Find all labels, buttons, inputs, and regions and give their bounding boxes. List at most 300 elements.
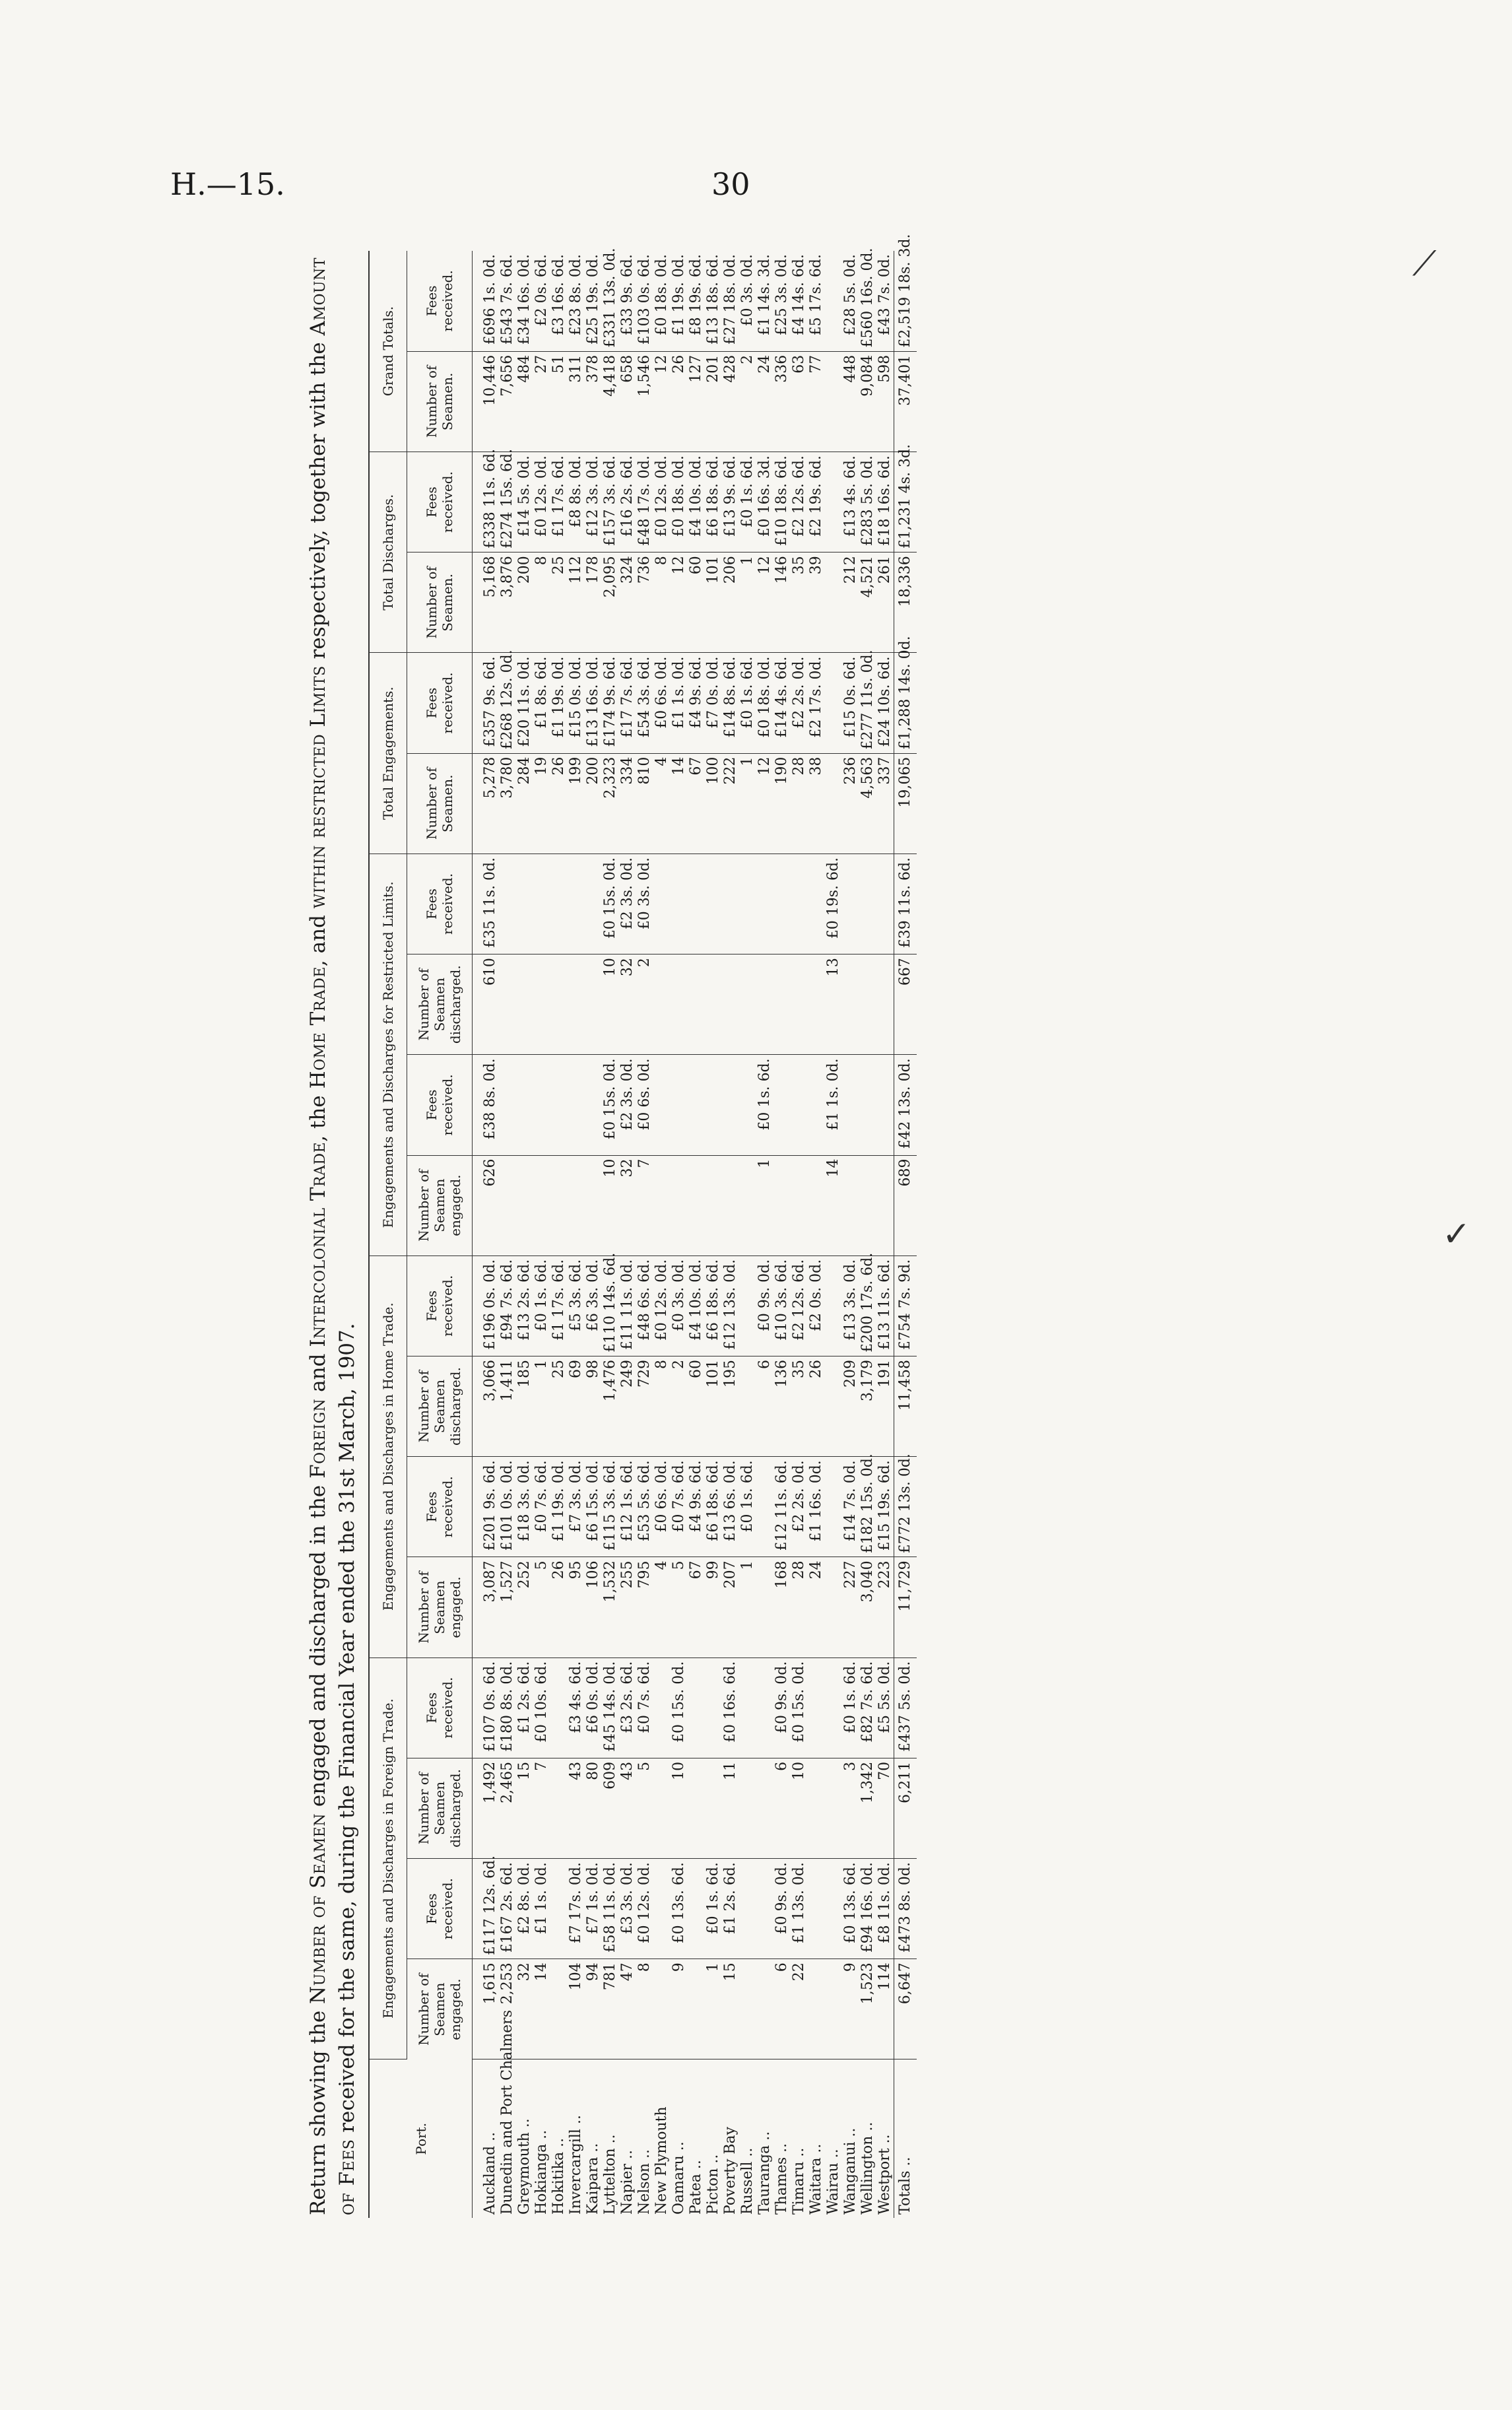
table-cell (739, 1356, 756, 1456)
table-cell: £1 17s. 6d. (550, 1255, 568, 1356)
table-cell (739, 1859, 756, 1959)
table-cell: £1 2s. 6d. (722, 1859, 739, 1959)
table-cell: £13 3s. 0d. (842, 1255, 859, 1356)
table-row (722, 251, 739, 2218)
table-cell: 191 (876, 1356, 894, 1456)
restricted-discharge-fees-header: Fees received. (407, 854, 473, 954)
table-cell: £14 8s. 6d. (722, 653, 739, 753)
table-cell (568, 854, 585, 954)
table-cell: 185 (516, 1356, 533, 1456)
table-cell: 5 (533, 1557, 550, 1657)
table-cell: 4 (653, 1557, 671, 1657)
table-cell: 729 (636, 1356, 653, 1456)
table-row (773, 251, 791, 2218)
table-cell: 6 (773, 1959, 791, 2059)
table-cell: 689 (894, 1155, 917, 1255)
table-cell (739, 1758, 756, 1858)
table-cell: 1 (739, 552, 756, 653)
port-name: Greymouth .. (516, 2118, 533, 2215)
table-cell: £0 9s. 0d. (773, 1657, 791, 1758)
table-cell (653, 1055, 671, 1155)
table-row (473, 251, 500, 2218)
table-cell: £2 12s. 6d. (791, 1255, 808, 1356)
table-cell (773, 854, 791, 954)
port-name: Hokitika .. (550, 2137, 567, 2215)
table-cell: £13 9s. 6d. (722, 452, 739, 552)
table-cell: £277 11s. 0d. (859, 653, 876, 753)
table-cell: 9 (842, 1959, 859, 2059)
table-cell (756, 954, 773, 1055)
table-cell: 195 (722, 1356, 739, 1456)
total-engagements-fees-header: Fees received. (407, 653, 473, 753)
table-cell: 609 (602, 1758, 619, 1858)
table-cell: 77 (808, 351, 825, 452)
table-row (636, 251, 653, 2218)
table-cell: £39 11s. 6d. (894, 854, 917, 954)
table-cell: 378 (585, 351, 602, 452)
home-trade-header: Engagements and Discharges in Home Trade. (369, 1255, 407, 1657)
table-cell (756, 1557, 773, 1657)
table-cell: £13 11s. 6d. (876, 1255, 894, 1356)
table-cell: 190 (773, 753, 791, 854)
table-cell: £6 3s. 0d. (585, 1255, 602, 1356)
table-row (688, 251, 705, 2218)
table-cell: £331 13s. 0d. (602, 251, 619, 351)
table-cell (671, 1055, 688, 1155)
table-cell: £4 9s. 6d. (688, 1457, 705, 1557)
table-cell: 6 (773, 1758, 791, 1858)
table-cell: £268 12s. 0d. (499, 653, 516, 753)
table-cell: £101 0s. 0d. (499, 1457, 516, 1557)
table-cell (705, 854, 722, 954)
table-cell: 60 (688, 1356, 705, 1456)
table-cell: £4 9s. 6d. (688, 653, 705, 753)
table-cell: 8 (636, 1959, 653, 2059)
table-cell: 14 (533, 1959, 550, 2059)
grand-totals-header: Grand Totals. (369, 251, 407, 452)
table-cell: 6 (756, 1356, 773, 1456)
table-row (808, 251, 825, 2218)
table-cell (585, 954, 602, 1055)
table-cell (842, 1155, 859, 1255)
table-cell: 2 (671, 1356, 688, 1456)
table-cell (808, 1155, 825, 1255)
table-cell (533, 954, 550, 1055)
port-name: Lyttelton .. (602, 2134, 618, 2215)
table-cell (739, 1055, 756, 1155)
table-cell: £38 8s. 0d. (473, 1055, 500, 1155)
table-cell: £3 16s. 6d. (550, 251, 568, 351)
table-cell: 63 (791, 351, 808, 452)
table-cell: 70 (876, 1758, 894, 1858)
table-cell: £48 17s. 0d. (636, 452, 653, 552)
table-cell: 8 (653, 552, 671, 653)
restricted-discharged-header: Number of Seamen discharged. (407, 954, 473, 1055)
table-cell: 207 (722, 1557, 739, 1657)
table-cell: 9 (671, 1959, 688, 2059)
table-cell (756, 1959, 773, 2059)
table-cell: £45 14s. 0d. (602, 1657, 619, 1758)
table-cell: £6 18s. 6d. (705, 1255, 722, 1356)
table-cell: £54 3s. 6d. (636, 653, 653, 753)
table-cell: £13 4s. 6d. (842, 452, 859, 552)
table-cell: 13 (825, 954, 842, 1055)
table-cell: 1,615 (473, 1959, 500, 2059)
table-cell: £15 0s. 6d. (842, 653, 859, 753)
table-cell: 98 (585, 1356, 602, 1456)
table-cell (688, 854, 705, 954)
table-cell: 2,465 (499, 1758, 516, 1858)
table-cell: £0 1s. 6d. (756, 1055, 773, 1155)
table-cell: £0 3s. 0d. (739, 251, 756, 351)
table-cell (859, 1055, 876, 1155)
table-row (859, 251, 876, 2218)
table-cell: 5 (636, 1758, 653, 1858)
table-cell (585, 1155, 602, 1255)
table-cell: 336 (773, 351, 791, 452)
table-cell (825, 1356, 842, 1456)
totals-row (894, 251, 917, 2218)
table-cell: 32 (619, 954, 636, 1055)
table-cell (516, 1155, 533, 1255)
table-row (739, 251, 756, 2218)
table-cell: 2,095 (602, 552, 619, 653)
table-cell (688, 1055, 705, 1155)
table-cell: 1,476 (602, 1356, 619, 1456)
table-cell (859, 954, 876, 1055)
table-cell: 2 (636, 954, 653, 1055)
table-cell: £0 12s. 0d. (533, 452, 550, 552)
table-cell: £1 1s. 0d. (825, 1055, 842, 1155)
table-cell: £13 16s. 0d. (585, 653, 602, 753)
table-cell: £12 13s. 0d. (722, 1255, 739, 1356)
table-cell: £0 1s. 6d. (705, 1859, 722, 1959)
table-cell: £1 1s. 0d. (533, 1859, 550, 1959)
table-cell: 37,401 (894, 351, 917, 452)
table-cell (568, 1055, 585, 1155)
table-cell (722, 1055, 739, 1155)
table-cell (499, 954, 516, 1055)
table-cell (516, 1055, 533, 1155)
table-cell (808, 1758, 825, 1858)
table-cell: £0 18s. 0d. (653, 251, 671, 351)
table-cell: £82 7s. 6d. (859, 1657, 876, 1758)
table-cell: 334 (619, 753, 636, 854)
table-cell (842, 954, 859, 1055)
table-cell: £0 13s. 6d. (842, 1859, 859, 1959)
table-cell: 781 (602, 1959, 619, 2059)
table-cell: 114 (876, 1959, 894, 2059)
table-cell (688, 1959, 705, 2059)
table-cell (585, 1055, 602, 1155)
table-cell: 26 (550, 1557, 568, 1657)
table-cell (825, 552, 842, 653)
table-cell: 2 (739, 351, 756, 452)
table-cell: 1 (739, 1557, 756, 1657)
table-cell: 209 (842, 1356, 859, 1456)
table-cell: 12 (756, 753, 773, 854)
table-cell (516, 854, 533, 954)
table-cell: 1,527 (499, 1557, 516, 1657)
table-cell: £13 2s. 6d. (516, 1255, 533, 1356)
table-cell: 26 (550, 753, 568, 854)
table-cell: 10 (602, 1155, 619, 1255)
table-row (499, 251, 516, 2218)
table-cell: 11,729 (894, 1557, 917, 1657)
table-cell: £0 12s. 0d. (653, 1255, 671, 1356)
table-cell: £696 1s. 0d. (473, 251, 500, 351)
table-row (585, 251, 602, 2218)
table-cell: 2,253 (499, 1959, 516, 2059)
table-cell: £543 7s. 6d. (499, 251, 516, 351)
table-cell: £53 5s. 6d. (636, 1457, 653, 1557)
table-cell: £25 3s. 0d. (773, 251, 791, 351)
restricted-fees-header: Fees received. (407, 1055, 473, 1155)
port-name: Thames .. (773, 2143, 790, 2215)
table-cell (739, 954, 756, 1055)
table-cell (653, 1657, 671, 1758)
table-cell: 106 (585, 1557, 602, 1657)
rotated-return-table (304, 234, 1135, 2218)
table-cell (876, 954, 894, 1055)
table-cell: 18,336 (894, 552, 917, 653)
table-cell: 3 (842, 1758, 859, 1858)
table-cell (859, 1155, 876, 1255)
table-cell: £200 17s. 6d. (859, 1255, 876, 1356)
table-cell (825, 653, 842, 753)
table-cell (791, 954, 808, 1055)
table-cell (533, 854, 550, 954)
table-cell: £11 11s. 0d. (619, 1255, 636, 1356)
table-cell: £2,519 18s. 3d. (894, 251, 917, 351)
table-cell: £0 16s. 3d. (756, 452, 773, 552)
table-cell: 101 (705, 1356, 722, 1456)
table-cell (705, 1657, 722, 1758)
table-cell (533, 1055, 550, 1155)
table-cell (756, 1457, 773, 1557)
table-cell: 35 (791, 1356, 808, 1456)
table-cell: 227 (842, 1557, 859, 1657)
return-title: Return showing the Number of Seamen engaged and discharged in the Foreign and Intercolonial Trade, the Home Trade, and within restricted Limits respectively, together with the Amount of Fees received for the same, during the Financial Year ended the 31st March, 1907. (306, 257, 359, 2215)
table-cell (825, 1959, 842, 2059)
table-cell (653, 1758, 671, 1858)
total-engagements-header: Total Engagements. (369, 653, 407, 854)
table-row (876, 251, 894, 2218)
table-cell: £1 19s. 0d. (550, 1457, 568, 1557)
home-discharged-header: Number of Seamen discharged. (407, 1356, 473, 1456)
table-cell: 223 (876, 1557, 894, 1657)
port-name: Dunedin and Port Chalmers (499, 2010, 515, 2215)
table-row (705, 251, 722, 2218)
table-cell: 261 (876, 552, 894, 653)
table-cell: £28 5s. 0d. (842, 251, 859, 351)
table-cell: £4 10s. 0d. (688, 1255, 705, 1356)
table-cell: £35 11s. 0d. (473, 854, 500, 954)
table-cell: £7 0s. 0d. (705, 653, 722, 753)
table-cell: 1 (756, 1155, 773, 1255)
table-cell (773, 1055, 791, 1155)
table-cell: 38 (808, 753, 825, 854)
table-cell (825, 351, 842, 452)
table-cell (825, 1457, 842, 1557)
total-discharges-seamen-header: Number of Seamen. (407, 552, 473, 653)
table-cell: 4,521 (859, 552, 876, 653)
table-cell: £18 3s. 0d. (516, 1457, 533, 1557)
table-cell: £2 0s. 6d. (533, 251, 550, 351)
table-cell: 11,458 (894, 1356, 917, 1456)
table-row (756, 251, 773, 2218)
table-cell: 22 (791, 1959, 808, 2059)
table-cell: £167 2s. 6d. (499, 1859, 516, 1959)
table-cell (842, 854, 859, 954)
table-cell: £1 2s. 6d. (516, 1657, 533, 1758)
port-name: Poverty Bay (722, 2126, 739, 2215)
port-name: Russell .. (739, 2147, 756, 2215)
table-cell (739, 1959, 756, 2059)
port-name: Patea .. (688, 2160, 704, 2215)
table-cell: 10 (671, 1758, 688, 1858)
table-cell: 94 (585, 1959, 602, 2059)
table-cell: £25 19s. 0d. (585, 251, 602, 351)
grand-totals-fees-header: Fees received. (407, 251, 473, 351)
table-cell: 199 (568, 753, 585, 854)
table-cell: £180 8s. 0d. (499, 1657, 516, 1758)
table-cell (808, 1055, 825, 1155)
table-cell: £5 5s. 0d. (876, 1657, 894, 1758)
table-cell: 324 (619, 552, 636, 653)
table-cell (550, 1155, 568, 1255)
table-cell (550, 1657, 568, 1758)
table-cell: 222 (722, 753, 739, 854)
seamen-return-table (368, 234, 917, 2218)
table-row (825, 251, 842, 2218)
table-cell (756, 1758, 773, 1858)
table-cell: £14 5s. 0d. (516, 452, 533, 552)
table-cell (550, 1959, 568, 2059)
table-cell: £110 14s. 6d. (602, 1255, 619, 1356)
table-cell (722, 1155, 739, 1255)
table-cell: 3,066 (473, 1356, 500, 1456)
table-cell: £1 19s. 0d. (671, 251, 688, 351)
table-cell: 337 (876, 753, 894, 854)
table-cell: 626 (473, 1155, 500, 1255)
table-cell (653, 854, 671, 954)
table-cell (825, 1859, 842, 1959)
table-cell: £24 10s. 6d. (876, 653, 894, 753)
table-cell (825, 251, 842, 351)
table-cell: £2 19s. 6d. (808, 452, 825, 552)
table-cell (705, 954, 722, 1055)
table-cell (825, 1255, 842, 1356)
table-cell: 60 (688, 552, 705, 653)
table-cell: £16 2s. 6d. (619, 452, 636, 552)
table-cell: 51 (550, 351, 568, 452)
table-cell: 4,418 (602, 351, 619, 452)
table-cell: 25 (550, 552, 568, 653)
table-cell: 598 (876, 351, 894, 452)
table-cell: 80 (585, 1758, 602, 1858)
table-cell: £201 9s. 6d. (473, 1457, 500, 1557)
table-cell: £33 9s. 6d. (619, 251, 636, 351)
table-cell: £3 3s. 0d. (619, 1859, 636, 1959)
table-cell (722, 954, 739, 1055)
table-cell: 15 (516, 1758, 533, 1858)
table-cell: 9,084 (859, 351, 876, 452)
table-cell: £2 2s. 0d. (791, 1457, 808, 1557)
table-body (473, 234, 917, 2218)
table-cell: 4,563 (859, 753, 876, 854)
table-cell: £27 18s. 0d. (722, 251, 739, 351)
table-cell: 1,492 (473, 1758, 500, 1858)
table-cell: 1,411 (499, 1356, 516, 1456)
table-cell: £0 6s. 0d. (636, 1055, 653, 1155)
port-name: Westport .. (876, 2134, 893, 2215)
table-cell: £0 15s. 0d. (602, 854, 619, 954)
table-cell (739, 854, 756, 954)
ink-mark: ✓ (1442, 1215, 1471, 1254)
table-cell (756, 1657, 773, 1758)
table-cell: £7 17s. 0d. (568, 1859, 585, 1959)
table-row (550, 251, 568, 2218)
table-cell: £115 3s. 6d. (602, 1457, 619, 1557)
table-cell: £7 1s. 0d. (585, 1859, 602, 1959)
table-cell: £274 15s. 6d. (499, 452, 516, 552)
table-cell: £6 15s. 0d. (585, 1457, 602, 1557)
table-cell (808, 854, 825, 954)
table-cell (550, 1055, 568, 1155)
table-cell (688, 1859, 705, 1959)
table-cell: £12 3s. 0d. (585, 452, 602, 552)
table-cell: 3,040 (859, 1557, 876, 1657)
table-cell: £8 8s. 0d. (568, 452, 585, 552)
table-cell (533, 1155, 550, 1255)
table-cell: £174 9s. 6d. (602, 653, 619, 753)
table-cell: 484 (516, 351, 533, 452)
table-cell: 100 (705, 753, 722, 854)
table-cell: £0 3s. 0d. (636, 854, 653, 954)
table-cell (688, 1657, 705, 1758)
table-cell: 1,342 (859, 1758, 876, 1858)
table-cell: £94 16s. 0d. (859, 1859, 876, 1959)
table-cell (842, 1055, 859, 1155)
table-cell: £0 7s. 6d. (636, 1657, 653, 1758)
table-cell: 5,278 (473, 753, 500, 854)
table-cell: £1 16s. 0d. (808, 1457, 825, 1557)
table-cell: 10 (602, 954, 619, 1055)
table-cell: 43 (619, 1758, 636, 1858)
table-cell: 127 (688, 351, 705, 452)
port-name: Wairau .. (825, 2149, 841, 2215)
table-cell: £1,231 4s. 3d. (894, 452, 917, 552)
table-row (619, 251, 636, 2218)
table-row (671, 251, 688, 2218)
table-cell: £13 6s. 0d. (722, 1457, 739, 1557)
table-cell: £0 19s. 6d. (825, 854, 842, 954)
table-cell: £5 17s. 6d. (808, 251, 825, 351)
table-cell: 32 (619, 1155, 636, 1255)
table-cell: 236 (842, 753, 859, 854)
totals-label: Totals .. (894, 2059, 917, 2218)
table-cell (859, 854, 876, 954)
table-row (653, 251, 671, 2218)
table-cell: £2 0s. 0d. (808, 1255, 825, 1356)
port-name: Timaru .. (791, 2147, 807, 2215)
table-cell (756, 854, 773, 954)
table-cell: 428 (722, 351, 739, 452)
table-cell: 8 (533, 552, 550, 653)
document-id: H.—15. (170, 166, 285, 202)
table-cell: 10,446 (473, 351, 500, 452)
